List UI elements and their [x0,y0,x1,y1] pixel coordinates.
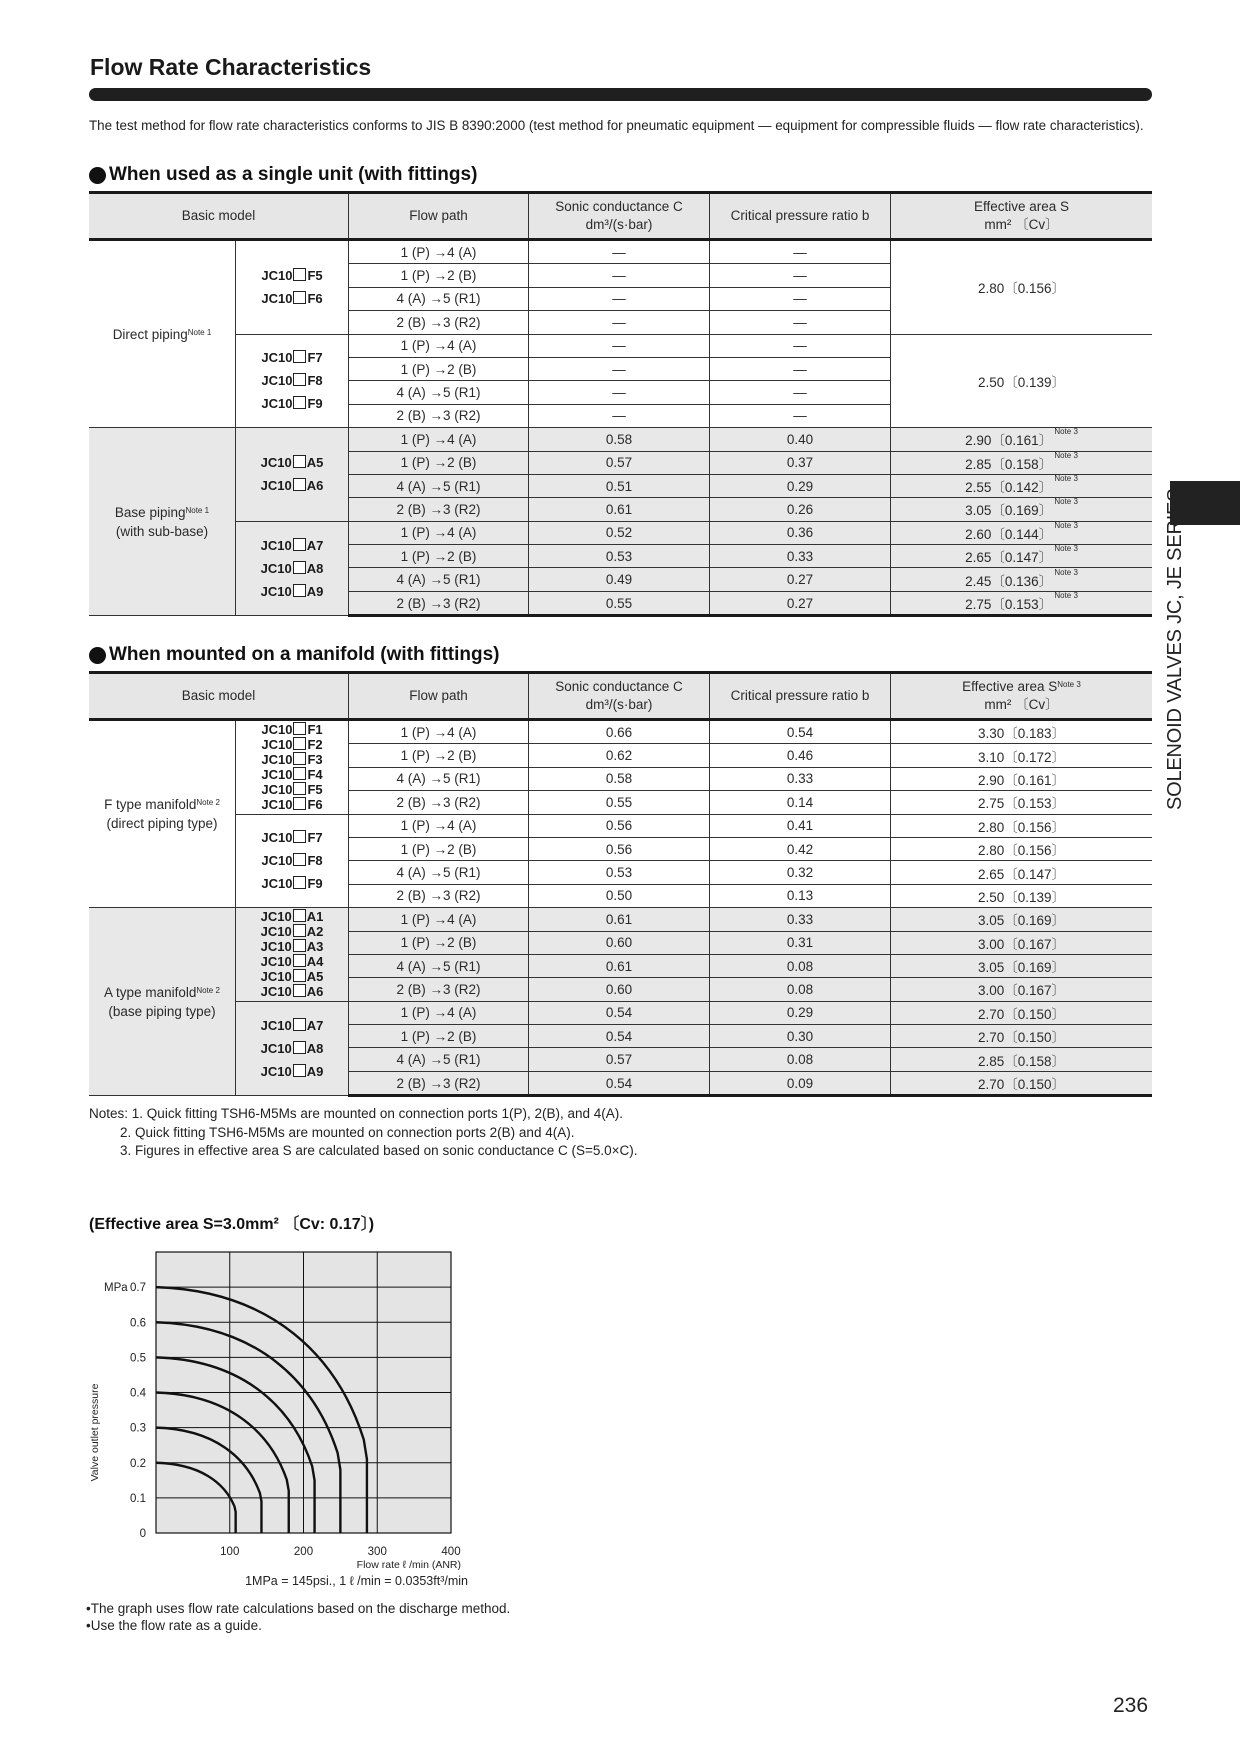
header-basic-model: Basic model [89,673,349,720]
page-title: Flow Rate Characteristics [90,54,372,80]
option-box-icon [293,1018,306,1031]
effective-area-cell: 2.85〔0.158〕 $^{Note 3}$ [891,451,1153,474]
chart-footnote: •The graph uses flow rate calculations based on the discharge method. [86,1601,511,1616]
flow-path-cell: 1 (P) →4 (A) [349,240,529,264]
y-tick-label: 0.1 [130,1492,146,1505]
flow-path-cell: 2 (B) →3 (R2) [349,311,529,334]
critical-ratio-cell: 0.32 [710,861,891,884]
option-box-icon [293,396,306,409]
y-tick-label: 0.5 [130,1352,146,1365]
flow-path-cell: 1 (P) →2 (B) [349,357,529,380]
critical-ratio-cell: 0.41 [710,814,891,837]
option-box-icon [293,1064,306,1077]
critical-ratio-cell: 0.33 [710,767,891,790]
critical-ratio-cell: — [710,287,891,310]
intro-text: The test method for flow rate characteristics conforms to JIS B 8390:2000 (test method for pneumatic equipment — equipment for compressible fluids — flow rate characteristics). [89,118,1144,133]
option-box-icon [293,268,306,281]
model-code: JC10 F4 [261,767,323,783]
model-code: JC10 A7 [260,537,324,553]
option-box-icon [293,954,306,967]
effective-area-cell: 2.75〔0.153〕 $^{Note 3}$ [891,591,1153,615]
critical-ratio-cell: 0.27 [710,568,891,591]
x-tick-label: 200 [293,1546,314,1558]
effective-area-cell: 2.70〔0.150〕 [891,1001,1153,1024]
flow-path-cell: 4 (A) →5 (R1) [349,381,529,404]
group-label [89,428,236,616]
flow-path-cell: 1 (P) →4 (A) [349,1001,529,1024]
x-tick-label: 400 [441,1546,461,1558]
group-label-text: Direct piping$^{Note 1}$ [112,326,212,342]
effective-area-cell: 2.70〔0.150〕 [891,1071,1153,1095]
critical-ratio-cell: 0.33 [710,545,891,568]
x-axis-label: Flow rate ℓ /min (ANR) [356,1559,461,1571]
critical-ratio-cell: 0.42 [710,837,891,860]
sonic-conductance-cell: 0.58 [529,767,710,790]
header-critical-ratio: Critical pressure ratio b [710,193,891,240]
critical-ratio-cell: — [710,264,891,287]
y-tick-label: 0.3 [130,1422,146,1435]
effective-area-cell: 2.55〔0.142〕 $^{Note 3}$ [891,474,1153,497]
model-code: JC10 F1 [261,722,323,738]
note-ref: Note 2 [196,985,220,995]
note-2: 2. Quick fitting TSH6-M5Ms are mounted on connection ports 2(B) and 4(A). [120,1124,575,1140]
bullet-icon [89,647,106,664]
header-flow-path: Flow path [349,193,529,240]
model-list [236,814,349,908]
model-code: JC10 A8 [260,1040,324,1056]
option-box-icon [293,737,306,750]
flow-path-cell: 1 (P) →4 (A) [349,428,529,451]
critical-ratio-cell: 0.14 [710,791,891,814]
option-box-icon [293,350,306,363]
model-code: JC10 F9 [261,876,323,892]
sonic-conductance-cell: 0.60 [529,931,710,954]
table-row [89,908,1152,931]
single-unit-table [89,191,1152,617]
effective-area-cell: 3.00〔0.167〕 [891,931,1153,954]
effective-area-cell: 2.45〔0.136〕 $^{Note 3}$ [891,568,1153,591]
sonic-conductance-cell: — [529,381,710,404]
y-tick-label: 0.7 [130,1282,146,1295]
sonic-conductance-cell: — [529,357,710,380]
model-list [236,720,349,815]
header-line: Sonic conductance C [555,199,683,214]
model-code: JC10 F6 [261,291,323,307]
model-code: JC10 A5 [260,969,324,985]
option-box-icon [293,830,306,843]
option-box-icon [293,924,306,937]
model-code: JC10 A8 [260,560,324,576]
table-row [89,521,1152,544]
critical-ratio-cell: 0.13 [710,884,891,907]
option-box-icon [293,584,306,597]
critical-ratio-cell: 0.40 [710,428,891,451]
option-box-icon [293,561,306,574]
model-code: JC10 A6 [260,984,324,1000]
model-code: JC10 F3 [261,752,323,768]
option-box-icon [293,797,306,810]
note-ref: Note 3 [1052,520,1078,530]
critical-ratio-cell: — [710,404,891,427]
section-heading-manifold [89,644,500,666]
chart-footnotes [86,1600,510,1634]
model-code: JC10 F2 [261,737,323,753]
flow-path-cell: 2 (B) →3 (R2) [349,591,529,615]
option-box-icon [293,1041,306,1054]
sonic-conductance-cell: — [529,240,710,264]
option-box-icon [293,767,306,780]
table-row [89,720,1152,744]
critical-ratio-cell: 0.08 [710,954,891,977]
sonic-conductance-cell: — [529,264,710,287]
header-line: Effective area S [973,199,1070,214]
flow-path-cell: 1 (P) →2 (B) [349,837,529,860]
critical-ratio-cell: 0.29 [710,474,891,497]
model-code: JC10 A3 [260,939,324,955]
x-tick-label: 100 [220,1546,240,1558]
effective-area-cell: 2.70〔0.150〕 [891,1025,1153,1048]
sonic-conductance-cell: 0.61 [529,908,710,931]
model-code: JC10 F9 [261,396,323,412]
model-list [236,240,349,335]
flow-path-cell: 2 (B) →3 (R2) [349,791,529,814]
sonic-conductance-cell: 0.53 [529,861,710,884]
notes [89,1105,638,1161]
note-ref: Note 3 [1052,567,1078,577]
group-label-text: A type manifold$^{Note 2}$ [104,984,220,1000]
flow-path-cell: 1 (P) →2 (B) [349,931,529,954]
flow-path-cell: 4 (A) →5 (R1) [349,861,529,884]
flow-path-cell: 1 (P) →4 (A) [349,720,529,744]
sonic-conductance-cell: 0.52 [529,521,710,544]
critical-ratio-cell: 0.31 [710,931,891,954]
note-ref: Note 3 [1057,680,1081,689]
effective-area-cell: 2.65〔0.147〕 $^{Note 3}$ [891,545,1153,568]
effective-area-cell: 2.90〔0.161〕 [891,767,1153,790]
model-code: JC10 A6 [260,478,324,494]
effective-area-cell: 2.50〔0.139〕 [891,334,1153,428]
section-heading-single-unit [89,164,477,186]
flow-path-cell: 1 (P) →2 (B) [349,1025,529,1048]
effective-area-cell: 3.30〔0.183〕 [891,720,1153,744]
model-code: JC10 F7 [261,830,323,846]
flow-path-cell: 1 (P) →4 (A) [349,814,529,837]
flow-path-cell: 4 (A) →5 (R1) [349,954,529,977]
sonic-conductance-cell: 0.57 [529,1048,710,1071]
sonic-conductance-cell: 0.56 [529,837,710,860]
flow-path-cell: 1 (P) →4 (A) [349,908,529,931]
table-row [89,428,1152,451]
header-line: mm² 〔Cv〕 [984,697,1059,712]
header-row [89,673,1152,720]
sonic-conductance-cell: 0.55 [529,591,710,615]
group-label-text: Base piping$^{Note 1}$ [114,504,210,520]
bullet-icon [89,167,106,184]
flow-path-cell: 1 (P) →2 (B) [349,451,529,474]
sonic-conductance-cell: 0.55 [529,791,710,814]
effective-area-cell: 2.80〔0.156〕 [891,814,1153,837]
manifold-table [89,671,1152,1097]
table-row [89,1001,1152,1024]
chart-footnote: •Use the flow rate as a guide. [86,1618,262,1633]
effective-area-cell: 3.05〔0.169〕 [891,908,1153,931]
flow-path-cell: 1 (P) →2 (B) [349,264,529,287]
sonic-conductance-cell: 0.50 [529,884,710,907]
note-ref: Note 3 [1052,497,1078,507]
sonic-conductance-cell: 0.54 [529,1071,710,1095]
notes-prefix: Notes: [89,1106,129,1121]
option-box-icon [293,291,306,304]
title-divider [89,88,1152,101]
header-effective-area [891,193,1153,240]
note-ref: Note 2 [196,798,220,808]
option-box-icon [293,752,306,765]
header-line: dm³/(s·bar) [585,697,653,712]
model-code: JC10 A9 [260,583,324,599]
option-box-icon [293,782,306,795]
header-flow-path: Flow path [349,673,529,720]
y-tick-label: 0 [139,1528,146,1540]
group-label [89,720,236,908]
sonic-conductance-cell: 0.56 [529,814,710,837]
header-sonic-conductance [529,193,710,240]
model-list [236,908,349,1002]
sonic-conductance-cell: — [529,311,710,334]
note-ref: Note 3 [1052,427,1078,437]
option-box-icon [293,909,306,922]
sonic-conductance-cell: — [529,334,710,357]
flow-path-cell: 1 (P) →4 (A) [349,521,529,544]
option-box-icon [293,984,306,997]
model-list [236,428,349,522]
option-box-icon [293,969,306,982]
group-sublabel: (with sub-base) [115,523,209,539]
critical-ratio-cell: — [710,311,891,334]
effective-area-cell: 2.65〔0.147〕 [891,861,1153,884]
table-row [89,814,1152,837]
option-box-icon [293,455,306,468]
note-1 [89,1105,638,1124]
model-code: JC10 F8 [261,853,323,869]
flow-path-cell: 4 (A) →5 (R1) [349,287,529,310]
model-code: JC10 F7 [261,350,323,366]
option-box-icon [293,478,306,491]
flow-path-cell: 2 (B) →3 (R2) [349,498,529,521]
critical-ratio-cell: — [710,240,891,264]
critical-ratio-cell: 0.30 [710,1025,891,1048]
group-label-text: F type manifold$^{Note 2}$ [104,797,220,813]
critical-ratio-cell: 0.36 [710,521,891,544]
critical-ratio-cell: 0.09 [710,1071,891,1095]
header-line: dm³/(s·bar) [585,217,653,232]
flow-path-cell: 4 (A) →5 (R1) [349,767,529,790]
sonic-conductance-cell: 0.66 [529,720,710,744]
sonic-conductance-cell: 0.62 [529,744,710,767]
effective-area-cell: 2.80〔0.156〕 [891,240,1153,335]
critical-ratio-cell: — [710,334,891,357]
sonic-conductance-cell: 0.61 [529,954,710,977]
flow-path-cell: 1 (P) →4 (A) [349,334,529,357]
note-ref: Note 1 [187,327,212,337]
model-code: JC10 F8 [261,373,323,389]
note-ref: Note 3 [1052,474,1078,484]
sonic-conductance-cell: 0.49 [529,568,710,591]
y-unit-label: MPa [104,1282,128,1295]
critical-ratio-cell: 0.08 [710,978,891,1001]
flow-path-cell: 4 (A) →5 (R1) [349,1048,529,1071]
note-ref: Note 3 [1052,544,1078,554]
note-ref: Note 3 [1052,591,1078,601]
group-label [89,240,236,428]
chart-title: (Effective area S=3.0mm² 〔Cv: 0.17〕) [89,1216,375,1233]
critical-ratio-cell: 0.33 [710,908,891,931]
sonic-conductance-cell: 0.54 [529,1001,710,1024]
sonic-conductance-cell: 0.51 [529,474,710,497]
effective-area-cell: 2.50〔0.139〕 [891,884,1153,907]
page-number: 236 [1113,1694,1149,1717]
sonic-conductance-cell: 0.54 [529,1025,710,1048]
critical-ratio-cell: 0.08 [710,1048,891,1071]
header-basic-model: Basic model [89,193,349,240]
section-heading-text: When used as a single unit (with fittings) [109,164,478,185]
group-sublabel: (direct piping type) [106,816,218,832]
model-code: JC10 A1 [260,909,324,925]
critical-ratio-cell: 0.29 [710,1001,891,1024]
effective-area-cell: 3.10〔0.172〕 [891,744,1153,767]
critical-ratio-cell: 0.27 [710,591,891,615]
critical-ratio-cell: 0.26 [710,498,891,521]
option-box-icon [293,722,306,735]
x-tick-label: 300 [367,1546,387,1558]
flow-path-cell: 4 (A) →5 (R1) [349,568,529,591]
effective-area-cell: 2.80〔0.156〕 [891,837,1153,860]
y-tick-label: 0.4 [130,1387,146,1400]
y-tick-label: 0.2 [130,1457,146,1470]
header-row [89,193,1152,240]
header-line: Sonic conductance C [555,679,683,694]
model-code: JC10 A7 [260,1017,324,1033]
sonic-conductance-cell: 0.61 [529,498,710,521]
effective-area-cell: 3.05〔0.169〕 $^{Note 3}$ [891,498,1153,521]
sonic-conductance-cell: 0.60 [529,978,710,1001]
critical-ratio-cell: 0.46 [710,744,891,767]
critical-ratio-cell: 0.54 [710,720,891,744]
critical-ratio-cell: 0.37 [710,451,891,474]
header-line: mm² 〔Cv〕 [984,217,1059,232]
critical-ratio-cell: — [710,357,891,380]
series-side-label: SOLENOID VALVES JC, JE SERIES [1164,488,1186,810]
model-code: JC10 F5 [261,782,323,798]
critical-ratio-cell: — [710,381,891,404]
effective-area-cell: 2.75〔0.153〕 [891,791,1153,814]
model-code: JC10 F5 [261,268,323,284]
model-code: JC10 F6 [261,797,323,813]
option-box-icon [293,373,306,386]
option-box-icon [293,939,306,952]
header-sonic-conductance [529,673,710,720]
note-ref: Note 3 [1052,450,1078,460]
sonic-conductance-cell: 0.57 [529,451,710,474]
option-box-icon [293,853,306,866]
flow-rate-chart [80,1240,500,1595]
note-text: 1. Quick fitting TSH6-M5Ms are mounted on connection ports 1(P), 2(B), and 4(A). [131,1106,624,1121]
flow-path-cell: 4 (A) →5 (R1) [349,474,529,497]
model-code: JC10 A2 [260,924,324,940]
conversion-note: 1MPa = 145psi., 1 ℓ /min = 0.0353ft³/min [245,1574,468,1588]
option-box-icon [293,538,306,551]
header-effective-area [891,673,1153,720]
effective-area-cell: 2.90〔0.161〕 $^{Note 3}$ [891,428,1153,451]
section-heading-text: When mounted on a manifold (with fittings) [109,644,500,665]
header-line: Effective area $S^{Note 3}$ [962,679,1081,694]
model-list [236,521,349,616]
flow-path-cell: 1 (P) →2 (B) [349,744,529,767]
group-sublabel: (base piping type) [108,1003,216,1019]
y-axis-label: Valve outlet pressure [89,1383,101,1482]
note-3: 3. Figures in effective area S are calculated based on sonic conductance C (S=5.0×C). [120,1143,638,1158]
sonic-conductance-cell: — [529,404,710,427]
model-code: JC10 A4 [260,954,324,970]
flow-path-cell: 2 (B) →3 (R2) [349,978,529,1001]
effective-area-cell: 3.00〔0.167〕 [891,978,1153,1001]
table-row [89,240,1152,264]
sonic-conductance-cell: — [529,287,710,310]
header-critical-ratio: Critical pressure ratio b [710,673,891,720]
option-box-icon [293,876,306,889]
model-list [236,334,349,428]
flow-path-cell: 2 (B) →3 (R2) [349,404,529,427]
flow-path-cell: 2 (B) →3 (R2) [349,884,529,907]
sonic-conductance-cell: 0.53 [529,545,710,568]
y-tick-label: 0.6 [130,1317,146,1330]
sonic-conductance-cell: 0.58 [529,428,710,451]
effective-area-cell: 2.85〔0.158〕 [891,1048,1153,1071]
table-row [89,334,1152,357]
effective-area-cell: 3.05〔0.169〕 [891,954,1153,977]
flow-path-cell: 2 (B) →3 (R2) [349,1071,529,1095]
model-code: JC10 A9 [260,1063,324,1079]
group-label [89,908,236,1096]
note-ref: Note 1 [185,505,210,515]
flow-path-cell: 1 (P) →2 (B) [349,545,529,568]
model-code: JC10 A5 [260,455,324,471]
model-list [236,1001,349,1096]
effective-area-cell: 2.60〔0.144〕 $^{Note 3}$ [891,521,1153,544]
